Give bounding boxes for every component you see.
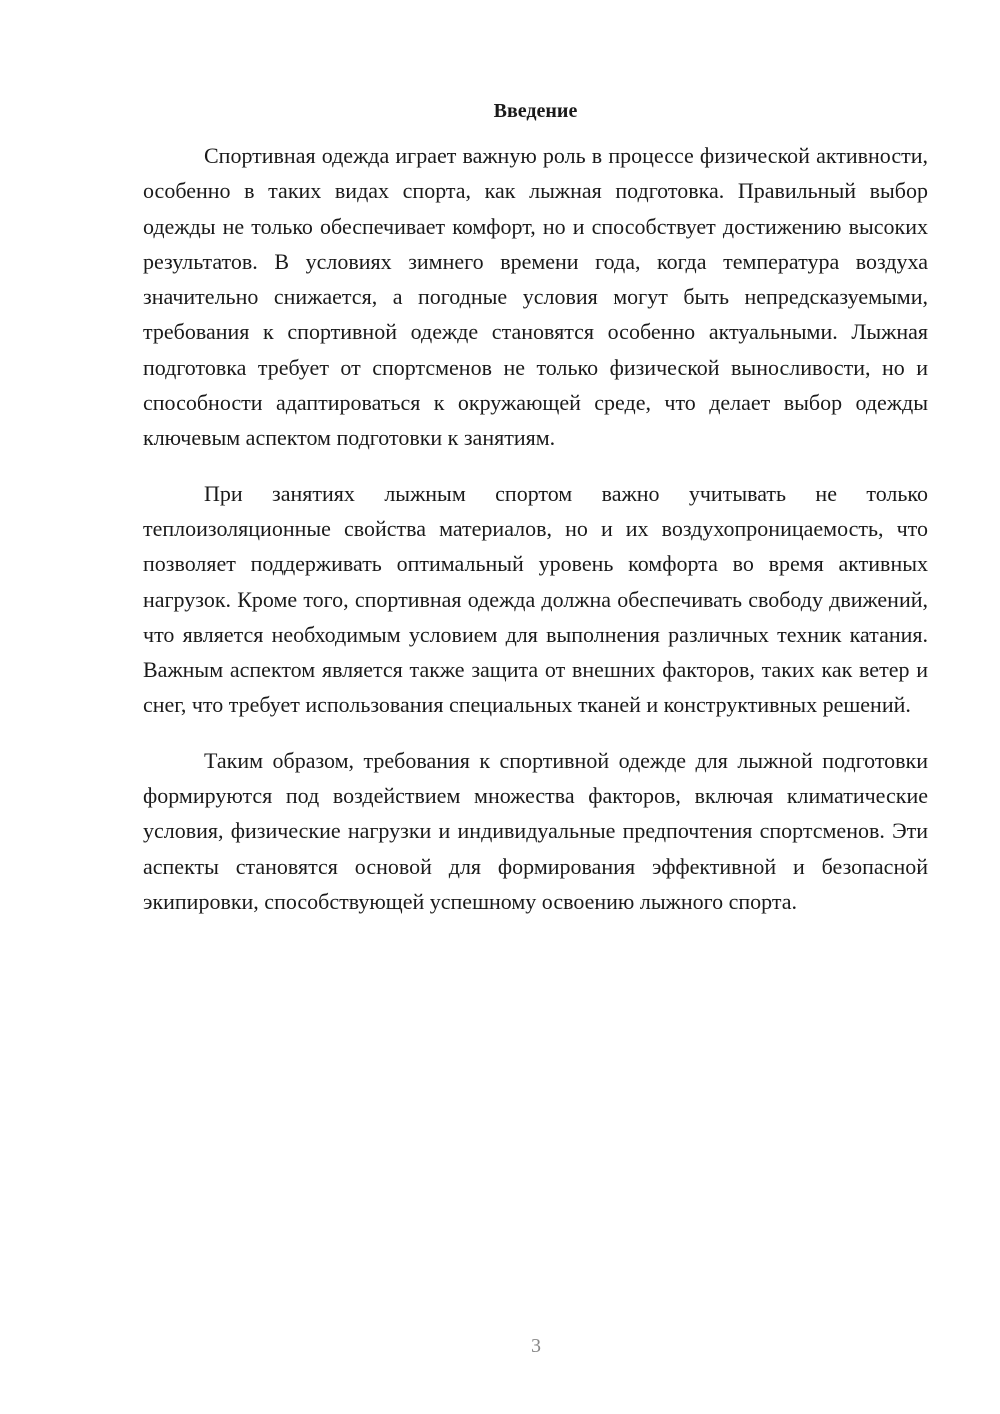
- paragraph-1: Спортивная одежда играет важную роль в процессе физической активности, особенно в таких видах спорта, как лыжная подготовка. Правильный выбор одежды не только обеспечивает комфорт, но и способствует достижению высоких результатов. В условиях зимнего времени года, когда температура воздуха значительно снижается, а погодные условия могут быть непредсказуемыми, требования к спортивной одежде становятся особенно актуальными. Лыжная подготовка требует от спортсменов не только физической выносливости, но и способности адаптироваться к окружающей среде, что делает выбор одежды ключевым аспектом подготовки к занятиям.: [143, 143, 928, 451]
- paragraph-3: Таким образом, требования к спортивной одежде для лыжной подготовки формируются под воздействием множества факторов, включая климатические условия, физические нагрузки и индивидуальные предпочтения спортсменов. Эти аспекты становятся основой для формирования эффективной и безопасной экипировки, способствующей успешному освоению лыжного спорта.: [143, 747, 928, 914]
- page-content: [143, 96, 928, 939]
- section-heading: Введение: [493, 100, 578, 122]
- page-number: 3: [531, 1335, 541, 1357]
- paragraph-2: При занятиях лыжным спортом важно учитывать не только теплоизоляционные свойства материалов, но и их воздухопроницаемость, что позволяет поддерживать оптимальный уровень комфорта во время активных нагрузок. Кроме того, спортивная одежда должна обеспечивать свободу движений, что является необходимым условием для выполнения различных техник катания. Важным аспектом является также защита от внешних факторов, таких как ветер и снег, что требует использования специальных тканей и конструктивных решений.: [143, 480, 928, 718]
